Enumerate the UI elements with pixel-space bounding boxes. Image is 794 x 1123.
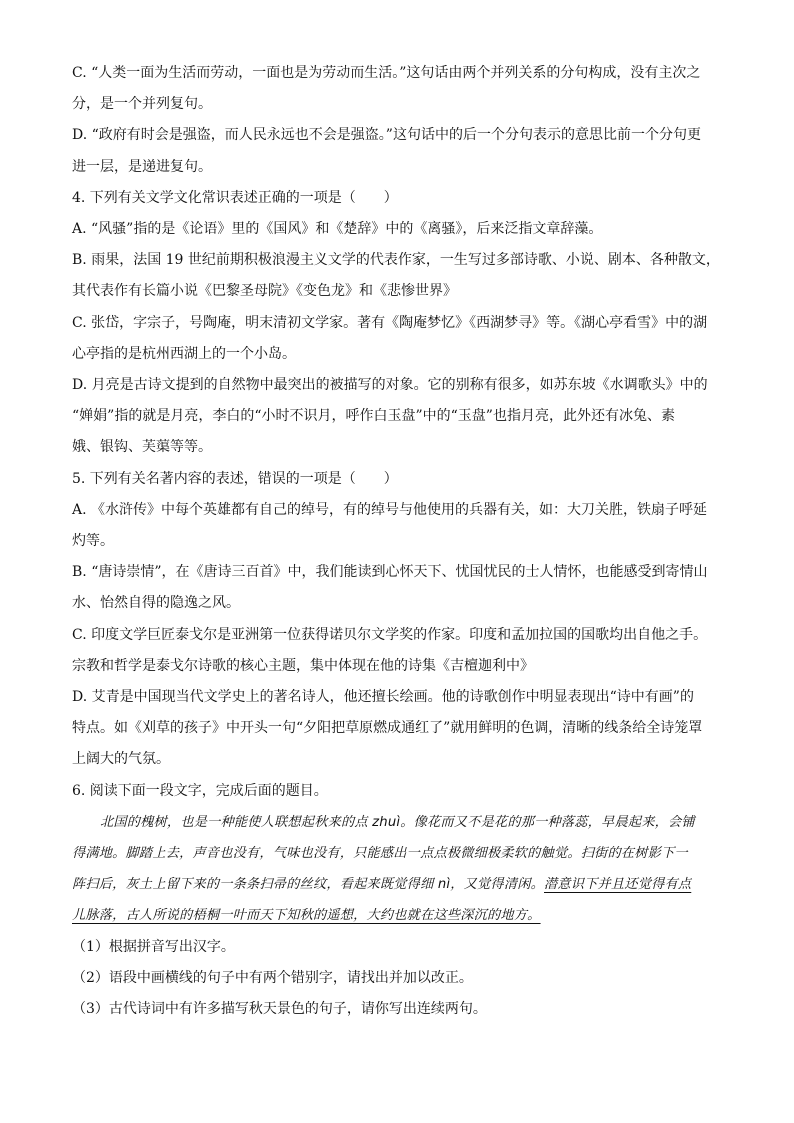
q4-option-d	[72, 370, 722, 464]
text-line: D. “政府有时会是强盗，而人民永远也不会是强盗。”这句话中的后一个分句表示的意思比前一个分句更	[72, 127, 701, 144]
subquestion: （1）根据拼音写出汉字。	[72, 938, 235, 955]
text-line: 上阔大的气氛。	[72, 751, 170, 768]
text-line: D. 月亮是古诗文提到的自然物中最突出的被描写的对象。它的别称有很多，如苏东坡《水调歌头》中的	[72, 377, 708, 394]
text-line: 心亭指的是杭州西湖上的一个小岛。	[72, 345, 296, 362]
text-line: 其代表作有长篇小说《巴黎圣母院》《变色龙》和《悲惨世界》	[72, 283, 457, 300]
text-line: 娥、银钩、芙蕖等等。	[72, 439, 212, 456]
passage-text: 阵扫后，灰土上留下来的一条条扫帚的丝纹，看起来既觉得细 nì，又觉得清闲。	[72, 877, 544, 893]
text-line: C. 张岱，字宗子，号陶庵，明末清初文学家。著有《陶庵梦忆》《西湖梦寻》等。《湖心亭看雪》中的湖	[72, 314, 708, 331]
q3-option-d	[72, 120, 722, 182]
reading-passage	[72, 807, 722, 932]
text-line: 灼等。	[72, 533, 114, 550]
text-line: 进一层，是递进复句。	[72, 158, 212, 175]
subquestion: （3）古代诗词中有许多描写秋天景色的句子，请你写出连续两句。	[72, 1001, 487, 1018]
subquestion: （2）语段中画横线的句子中有两个错别字，请找出并加以改正。	[72, 969, 473, 986]
underlined-sentence: 潜意识下并且还觉得有点	[544, 877, 692, 893]
q4-option-a	[72, 214, 722, 245]
underlined-sentence: 儿脉落，古人所说的梧桐一叶而天下知秋的遥想，大约也就在这些深沉的地方。	[72, 908, 541, 924]
passage-line: 北国的槐树，也是一种能使人联想起秋来的点 zhuì。像花而又不是花的那一种落蕊，早晨起来，会铺	[100, 814, 695, 830]
passage-line	[72, 900, 722, 931]
text-line: 分，是一个并列复句。	[72, 96, 212, 113]
document-page	[72, 58, 722, 1025]
subquestion-list	[72, 932, 722, 1026]
text-line: A. “风骚”指的是《论语》里的《国风》和《楚辞》中的《离骚》，后来泛指文章辞藻。	[72, 221, 603, 238]
q3-option-c	[72, 58, 722, 120]
q5-option-a	[72, 495, 722, 557]
text-line: C. 印度文学巨匠泰戈尔是亚洲第一位获得诺贝尔文学奖的作家。印度和孟加拉国的国歌均出自他之手。	[72, 626, 708, 643]
q5-option-b	[72, 557, 722, 619]
text-line: B. 雨果，法国 19 世纪前期积极浪漫主义文学的代表作家，一生写过多部诗歌、小说、剧本、各种散文，	[72, 252, 720, 269]
question-5-title: 5. 下列有关名著内容的表述，错误的一项是（ ）	[72, 470, 398, 487]
question-6-title: 6. 阅读下面一段文字，完成后面的题目。	[72, 782, 328, 799]
q5-option-c	[72, 620, 722, 682]
text-line: D. 艾青是中国现当代文学史上的著名诗人，他还擅长绘画。他的诗歌创作中明显表现出“诗中有画”的	[72, 689, 694, 706]
passage-line: 得满地。脚踏上去，声音也没有，气味也没有，只能感出一点点极微细极柔软的触觉。扫街的在树影下一	[72, 846, 688, 862]
text-line: C. “人类一面为生活而劳动，一面也是为劳动而生活。”这句话由两个并列关系的分句构成，没有主次之	[72, 65, 701, 81]
text-line: “婵娟”指的就是月亮，李白的“小时不识月，呼作白玉盘”中的“玉盘”也指月亮，此外还有冰兔、素	[72, 408, 675, 425]
passage-line	[72, 869, 722, 900]
text-line: B. “唐诗崇情”，在《唐诗三百首》中，我们能读到心怀天下、忧国忧民的士人情怀，也能感受到寄情山	[72, 564, 708, 581]
text-line: A. 《水浒传》中每个英雄都有自己的绰号，有的绰号与他使用的兵器有关，如：大刀关胜，铁扇子呼延	[72, 501, 708, 518]
text-line: 特点。如《刈草的孩子》中开头一句“夕阳把草原燃成通红了”就用鲜明的色调，清晰的线条给全诗笼罩	[72, 720, 703, 737]
text-line: 水、怡然自得的隐逸之风。	[72, 595, 240, 612]
q4-option-b	[72, 245, 722, 307]
text-line: 宗教和哲学是泰戈尔诗歌的核心主题，集中体现在他的诗集《吉檀迦利中》	[72, 657, 534, 674]
q5-option-d	[72, 682, 722, 776]
question-4-title: 4. 下列有关文学文化常识表述正确的一项是（ ）	[72, 189, 398, 206]
q4-option-c	[72, 308, 722, 370]
